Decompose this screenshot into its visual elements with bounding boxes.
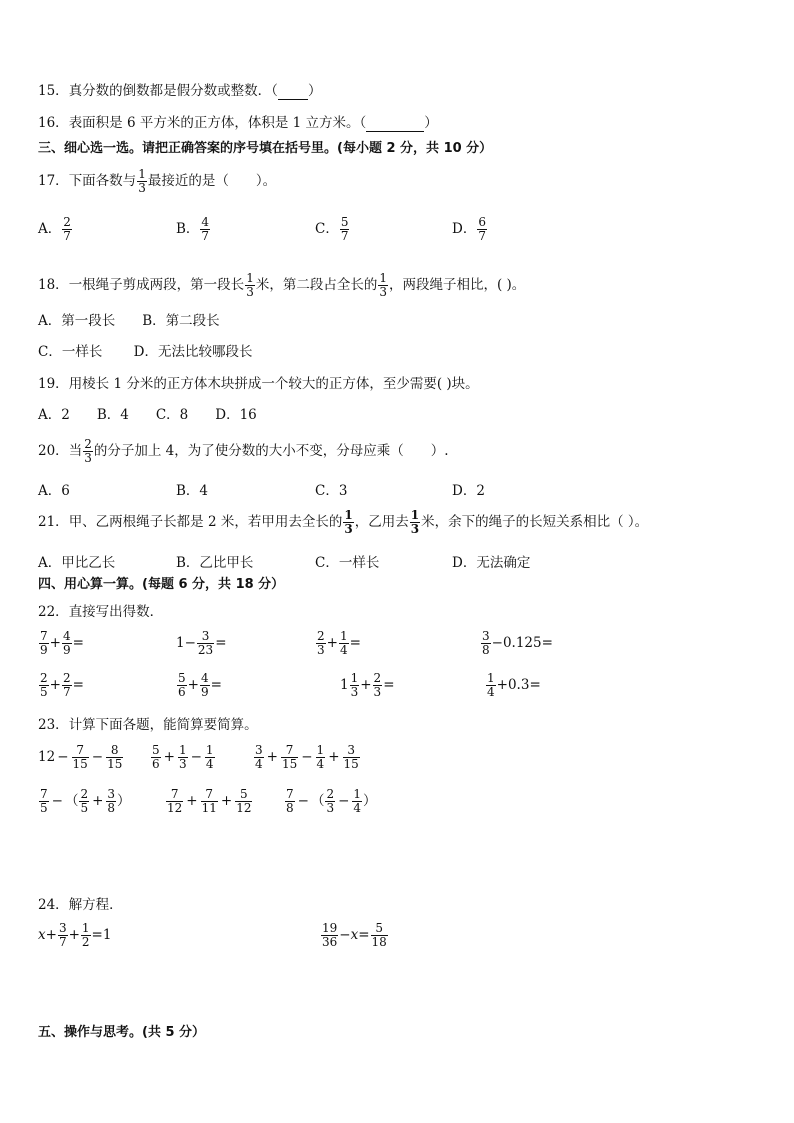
fraction (350, 672, 360, 699)
q23-expr-1 (38, 744, 124, 771)
frac-den: 7 (62, 685, 71, 699)
op-plus: + (187, 677, 199, 693)
q24-equation-2 (320, 922, 389, 949)
q15-answer-blank[interactable] (278, 99, 308, 100)
q21-option-c[interactable]: C．一样长 (315, 555, 380, 571)
frac-den: 3 (317, 643, 325, 657)
op-minus: − (184, 635, 196, 651)
q17-frac-den: 3 (138, 181, 146, 195)
frac-num: 2 (84, 437, 92, 451)
frac-num: 7 (285, 743, 294, 757)
fraction (166, 788, 183, 815)
frac-num: 1 (316, 743, 325, 757)
q24-text: 解方程． (68, 897, 123, 913)
op-plus: + (496, 677, 508, 693)
frac-den: 12 (236, 801, 252, 815)
op-minus: − (301, 749, 313, 765)
frac-num: 4 (201, 215, 210, 229)
frac-num: 7 (40, 629, 48, 643)
frac-num: 2 (63, 215, 71, 229)
op-minus: − (190, 749, 202, 765)
op-plus: + (186, 793, 198, 809)
question-21 (38, 507, 648, 537)
frac-num: 1 (353, 787, 362, 801)
frac-num: 6 (478, 215, 486, 229)
frac-num: 1 (379, 271, 387, 285)
frac-den: 23 (197, 643, 214, 657)
op-equals: = (215, 635, 227, 651)
fraction (343, 744, 360, 771)
fraction (201, 788, 218, 815)
q19-text: 用棱长 1 分米的正方体木块拼成一个较大的正方体，至少需要( )块。 (68, 376, 479, 392)
frac-den: 36 (322, 935, 338, 949)
op-equals: = (91, 927, 103, 943)
question-17 (38, 166, 276, 196)
frac-den: 12 (167, 801, 183, 815)
op-plus: + (220, 793, 233, 809)
op-equals: = (541, 635, 553, 651)
op-equals: = (529, 677, 541, 693)
question-19 (38, 375, 479, 393)
frac-num: 2 (373, 671, 382, 685)
q18-number: 18． (38, 277, 69, 293)
q17-option-fraction (477, 216, 487, 243)
op-minus: − (339, 927, 351, 943)
frac-num: 3 (107, 787, 116, 801)
q23-number: 23． (38, 717, 69, 733)
section-3-heading: 三、细心选一选。请把正确答案的序号填在括号里。(每小题 2 分，共 10 分） (38, 141, 493, 156)
frac-den: 5 (80, 801, 89, 815)
section-4-heading: 四、用心算一算。(每题 6 分，共 18 分） (38, 577, 285, 592)
paren-open: （ (64, 793, 79, 809)
frac-num: 7 (286, 787, 294, 801)
frac-den: 3 (350, 685, 359, 699)
op-plus: + (326, 635, 338, 651)
fraction (178, 744, 188, 771)
q17-text-pre: 下面各数与 (68, 173, 137, 189)
op-equals: = (210, 677, 222, 693)
fraction (254, 744, 264, 771)
op-equals: = (349, 635, 361, 651)
fraction (373, 672, 383, 699)
fraction (352, 788, 362, 815)
fraction (72, 744, 89, 771)
q22-expr-3 (315, 630, 361, 657)
q23-expr-4 (38, 788, 131, 815)
q20-number: 20． (38, 443, 69, 459)
op-plus: + (360, 677, 372, 693)
q17-frac-num: 1 (138, 167, 146, 181)
fraction (197, 630, 214, 657)
q17-option-label: A． (38, 221, 62, 237)
frac-den: 5 (40, 685, 48, 699)
fraction (151, 744, 161, 771)
fraction (316, 744, 326, 771)
q15-text: 真分数的倒数都是假分数或整数．（ (68, 83, 278, 99)
q18-options-row-1[interactable]: A．第一段长 B．第二段长 (38, 313, 220, 329)
frac-den: 7 (478, 229, 486, 243)
frac-den: 7 (63, 229, 71, 243)
frac-num: 1 (178, 743, 187, 757)
q16-text: 表面积是 6 平方米的正方体，体积是 1 立方米。（ (68, 115, 367, 131)
frac-den: 5 (40, 801, 48, 815)
decimal: 0.3 (507, 677, 530, 693)
question-24 (38, 896, 123, 914)
op-plus: + (68, 927, 80, 943)
fraction (39, 672, 49, 699)
frac-num: 3 (347, 743, 355, 757)
frac-num: 7 (170, 787, 179, 801)
q24-equation-1 (38, 922, 111, 949)
frac-den: 18 (371, 935, 387, 949)
op-minus: − (91, 749, 104, 765)
q21-fraction-2 (410, 509, 420, 536)
frac-num: 3 (201, 629, 210, 643)
q21-text-c: 米，余下的绳子的长短关系相比（ ）。 (421, 514, 649, 530)
frac-num: 5 (375, 921, 383, 935)
fraction (200, 672, 210, 699)
fraction (281, 744, 298, 771)
fraction (177, 672, 187, 699)
frac-den: 7 (201, 229, 210, 243)
q18-fraction-1 (245, 272, 255, 299)
question-18 (38, 270, 525, 300)
op-plus: + (163, 749, 175, 765)
paren-close: ） (363, 793, 377, 809)
frac-den: 6 (152, 757, 160, 771)
fraction (62, 672, 72, 699)
frac-num: 5 (240, 787, 248, 801)
paren-close: ） (117, 793, 131, 809)
op-plus: + (45, 927, 57, 943)
q20-option-a[interactable]: A．6 (38, 483, 70, 499)
frac-num: 1 (205, 743, 214, 757)
fraction (285, 788, 295, 815)
fraction (39, 788, 49, 815)
frac-num: 5 (152, 743, 160, 757)
frac-num: 7 (40, 787, 48, 801)
frac-num: 4 (62, 629, 71, 643)
frac-num: 2 (40, 671, 48, 685)
q17-text-post: 最接近的是（ ）。 (147, 173, 277, 189)
frac-den: 3 (410, 522, 420, 536)
q17-option-b[interactable] (176, 216, 211, 243)
frac-den: 4 (205, 757, 214, 771)
op-equals: = (72, 677, 84, 693)
variable-x: x (350, 927, 359, 943)
q18-text-c: ，两段绳子相比，( )。 (388, 277, 526, 293)
fraction (339, 630, 349, 657)
frac-num: 19 (322, 921, 338, 935)
q22-expr-6 (176, 672, 222, 699)
fraction (325, 788, 335, 815)
q23-expr-3 (253, 744, 361, 771)
q18-text-a: 一根绳子剪成两段，第一段长 (68, 277, 245, 293)
section-5-heading: 五、操作与思考。(共 5 分） (38, 1025, 206, 1040)
q22-expr-1 (38, 630, 84, 657)
q19-options[interactable]: A．2 B．4 C．8 D．16 (38, 407, 257, 423)
frac-den: 3 (373, 685, 382, 699)
frac-num: 3 (255, 743, 263, 757)
frac-num: 2 (317, 629, 325, 643)
frac-den: 7 (58, 935, 67, 949)
op-equals: = (358, 927, 370, 943)
q20-option-c[interactable]: C．3 (315, 483, 348, 499)
frac-num: 1 (410, 508, 420, 522)
question-22 (38, 603, 163, 621)
q21-option-d[interactable]: D．无法确定 (452, 555, 531, 571)
frac-den: 3 (379, 285, 387, 299)
frac-den: 8 (107, 801, 116, 815)
frac-num: 8 (110, 743, 119, 757)
frac-den: 9 (200, 685, 209, 699)
fraction (81, 922, 91, 949)
frac-num: 5 (340, 215, 349, 229)
frac-num: 1 (81, 921, 90, 935)
q23-expr-6 (284, 788, 377, 815)
fraction (205, 744, 215, 771)
q17-option-a[interactable] (38, 216, 73, 243)
q17-number: 17． (38, 173, 69, 189)
frac-den: 4 (353, 801, 362, 815)
frac-den: 6 (178, 685, 186, 699)
fraction (79, 788, 89, 815)
frac-den: 4 (255, 757, 263, 771)
q21-option-b[interactable]: B．乙比甲长 (176, 555, 254, 571)
q17-option-fraction (200, 216, 210, 243)
q22-number: 22． (38, 604, 69, 620)
fraction (481, 630, 491, 657)
frac-den: 7 (340, 229, 349, 243)
q22-expr-5 (38, 672, 84, 699)
op-equals: = (383, 677, 395, 693)
frac-num: 7 (205, 787, 214, 801)
q17-option-label: B． (176, 221, 200, 237)
fraction (106, 788, 116, 815)
q23-expr-5 (165, 788, 253, 815)
decimal: 0.125 (502, 635, 542, 651)
q21-fraction-1 (343, 509, 353, 536)
q19-number: 19． (38, 376, 69, 392)
q21-text-b: ，乙用去 (354, 514, 409, 530)
q16-number: 16． (38, 115, 69, 131)
frac-den: 15 (343, 757, 359, 771)
q20-option-d[interactable]: D．2 (452, 483, 485, 499)
q24-number: 24． (38, 897, 69, 913)
q22-expr-4 (480, 630, 553, 657)
op-plus: + (328, 749, 340, 765)
op-minus: − (57, 749, 69, 765)
variable-x: x (38, 927, 46, 943)
fraction (106, 744, 123, 771)
fraction (235, 788, 252, 815)
frac-den: 8 (286, 801, 294, 815)
question-16 (38, 114, 438, 132)
q20-text-pre: 当 (68, 443, 83, 459)
q21-text-a: 甲、乙两根绳子长都是 2 米，若甲用去全长的 (68, 514, 343, 530)
q15-close: ） (307, 83, 322, 99)
frac-den: 3 (178, 757, 187, 771)
frac-num: 4 (200, 671, 209, 685)
frac-num: 1 (344, 508, 353, 522)
q18-text-b: 米，第二段占全长的 (255, 277, 378, 293)
frac-num: 7 (76, 743, 84, 757)
op-minus: − (51, 793, 63, 809)
fraction (39, 630, 49, 657)
paren-open: （ (310, 793, 325, 809)
q16-close: ） (424, 115, 438, 131)
frac-num: 2 (62, 671, 71, 685)
fraction (486, 672, 496, 699)
frac-num: 3 (482, 629, 490, 643)
frac-den: 3 (344, 522, 353, 536)
q21-option-a[interactable]: A．甲比乙长 (38, 555, 116, 571)
frac-num: 2 (80, 787, 89, 801)
whole-number: 1 (340, 677, 349, 693)
op-minus: − (491, 635, 503, 651)
question-23 (38, 716, 258, 734)
frac-den: 3 (84, 451, 92, 465)
q18-options-row-2[interactable]: C．一样长 D．无法比较哪段长 (38, 344, 253, 360)
frac-den: 3 (246, 285, 254, 299)
q16-answer-blank[interactable] (366, 131, 424, 132)
q17-option-fraction (62, 216, 72, 243)
frac-den: 4 (487, 685, 495, 699)
frac-den: 2 (81, 935, 90, 949)
op-equals: = (72, 635, 84, 651)
q22-expr-2 (176, 630, 227, 657)
question-15 (38, 82, 321, 100)
frac-num: 5 (178, 671, 186, 685)
q17-option-d[interactable] (452, 216, 488, 243)
q17-option-fraction (340, 216, 350, 243)
q17-option-label: C． (315, 221, 339, 237)
frac-den: 3 (326, 801, 335, 815)
frac-den: 4 (316, 757, 325, 771)
whole-number: 12 (38, 749, 56, 765)
op-plus: + (92, 793, 104, 809)
q17-fraction (137, 168, 147, 195)
op-plus: + (266, 749, 278, 765)
fraction (62, 630, 72, 657)
frac-den: 15 (281, 757, 298, 771)
frac-num: 3 (58, 921, 67, 935)
fraction (371, 922, 388, 949)
frac-num: 1 (246, 271, 254, 285)
q23-expr-2 (150, 744, 216, 771)
result: 1 (102, 927, 112, 943)
q20-fraction (83, 438, 93, 465)
q18-fraction-2 (378, 272, 388, 299)
op-plus: + (49, 635, 61, 651)
q17-option-label: D． (452, 221, 477, 237)
frac-num: 1 (339, 629, 348, 643)
q22-text: 直接写出得数． (68, 604, 164, 620)
frac-den: 15 (107, 757, 123, 771)
q20-text-post: 的分子加上 4，为了使分数的大小不变，分母应乘（ ）. (93, 443, 449, 459)
q22-expr-7 (340, 672, 395, 699)
frac-den: 11 (201, 801, 217, 815)
question-20 (38, 436, 449, 466)
whole-number: 1 (176, 635, 185, 651)
fraction (321, 922, 338, 949)
frac-den: 9 (62, 643, 71, 657)
q17-option-c[interactable] (315, 216, 350, 243)
frac-den: 15 (72, 757, 88, 771)
op-plus: + (49, 677, 61, 693)
frac-num: 1 (487, 671, 495, 685)
frac-den: 4 (339, 643, 348, 657)
q21-number: 21． (38, 514, 69, 530)
q22-expr-8 (485, 672, 541, 699)
fraction (58, 922, 68, 949)
frac-num: 2 (326, 787, 335, 801)
q20-option-b[interactable]: B．4 (176, 483, 209, 499)
q23-text: 计算下面各题，能简算要简算。 (68, 717, 258, 733)
frac-den: 9 (40, 643, 48, 657)
q15-number: 15． (38, 83, 69, 99)
op-minus: − (297, 793, 309, 809)
fraction (316, 630, 326, 657)
frac-den: 8 (482, 643, 490, 657)
op-minus: − (338, 793, 350, 809)
frac-num: 1 (350, 671, 359, 685)
